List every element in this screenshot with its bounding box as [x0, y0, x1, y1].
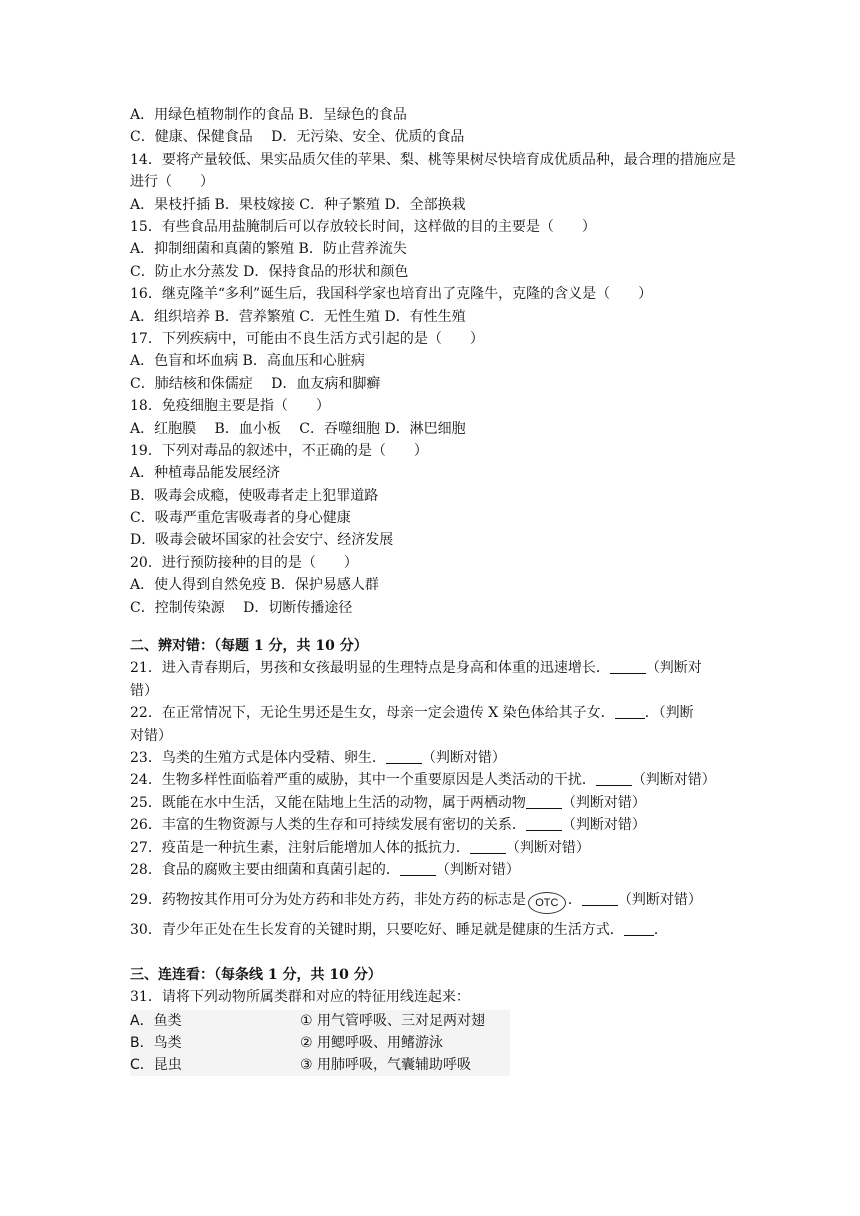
section-3-title: 三、连连看：（每条线 1 分，共 10 分） — [130, 966, 382, 983]
match-left: A．鱼类 — [130, 1013, 182, 1030]
question-23: 23．鸟类的生殖方式是体内受精、卵生． （判断对错） — [130, 749, 506, 766]
question-30: 30．青少年正处在生长发育的关键时期，只要吃好、睡足就是健康的生活方式． ． — [130, 922, 668, 939]
option-line: A．组织培养 B．营养繁殖 C．无性生殖 D．有性生殖 — [130, 308, 466, 325]
option-line: A．色盲和坏血病 B．高血压和心脏病 — [130, 353, 365, 370]
answer-blank[interactable] — [610, 659, 646, 674]
match-left: B．鸟类 — [130, 1035, 182, 1052]
question-16: 16．继克隆羊“多利”诞生后，我国科学家也培育出了克隆牛，克隆的含义是（ ） — [130, 286, 653, 303]
question-31: 31．请将下列动物所属类群和对应的特征用线连起来： — [130, 989, 470, 1006]
answer-blank[interactable] — [615, 704, 645, 719]
answer-blank[interactable] — [526, 816, 562, 831]
option-line: A．红胞膜 B．血小板 C．吞噬细胞 D．淋巴细胞 — [130, 420, 466, 437]
answer-blank[interactable] — [386, 749, 422, 764]
matching-table — [130, 1010, 736, 1076]
question-15: 15．有些食品用盐腌制后可以存放较长时间，这样做的目的主要是（ ） — [130, 218, 596, 235]
match-right: ② 用鳃呼吸、用鳍游泳 — [300, 1035, 444, 1052]
option-line: A．使人得到自然免疫 B．保护易感人群 — [130, 577, 379, 594]
answer-blank[interactable] — [400, 861, 436, 876]
question-29: 29．药物按其作用可分为处方药和非处方药，非处方药的标志是 OTC ． （判断对错） — [130, 887, 736, 913]
question-17: 17．下列疾病中，可能由不良生活方式引起的是（ ） — [130, 330, 484, 347]
option-line: C．防止水分蒸发 D．保持食品的形状和颜色 — [130, 263, 409, 280]
option-line: C．肺结核和侏儒症 D．血友病和脚癣 — [130, 375, 381, 392]
option-line: C．吸毒严重危害吸毒者的身心健康 — [130, 510, 351, 527]
option-line: D．吸毒会破坏国家的社会安宁、经济发展 — [130, 532, 394, 549]
answer-blank[interactable] — [582, 891, 618, 906]
question-26: 26．丰富的生物资源与人类的生存和可持续发展有密切的关系． （判断对错） — [130, 817, 646, 834]
question-21: 21．进入青春期后，男孩和女孩最明显的生理特点是身高和体重的迅速增长． （判断对 — [130, 660, 702, 677]
option-line: C．健康、保健食品 D．无污染、安全、优质的食品 — [130, 129, 465, 146]
option-line: A．抑制细菌和真菌的繁殖 B．防止营养流失 — [130, 241, 407, 258]
match-right: ③ 用肺呼吸，气囊辅助呼吸 — [300, 1057, 472, 1074]
answer-blank[interactable] — [526, 794, 562, 809]
option-line: A．果枝扦插 B．果枝嫁接 C．种子繁殖 D．全部换栽 — [130, 196, 466, 213]
match-right: ① 用气管呼吸、三对足两对翅 — [300, 1013, 486, 1030]
question-27: 27．疫苗是一种抗生素，注射后能增加人体的抵抗力． （判断对错） — [130, 839, 590, 856]
section-2-title: 二、辨对错：（每题 1 分，共 10 分） — [130, 638, 368, 655]
question-14: 14．要将产量较低、果实品质欠佳的苹果、梨、桃等果树尽快培育成优质品种，最合理的措施应是进行（ ） — [130, 151, 736, 191]
match-left: C．昆虫 — [130, 1057, 182, 1074]
matching-row — [130, 1054, 510, 1076]
question-22-cont: 对错） — [130, 727, 172, 744]
answer-blank[interactable] — [596, 771, 632, 786]
question-20: 20．进行预防接种的目的是（ ） — [130, 554, 358, 571]
question-28: 28．食品的腐败主要由细菌和真菌引起的． （判断对错） — [130, 861, 520, 878]
question-24: 24．生物多样性面临着严重的威胁，其中一个重要原因是人类活动的干扰． （判断对错） — [130, 772, 716, 789]
answer-blank[interactable] — [470, 839, 506, 854]
option-line: A．种植毒品能发展经济 — [130, 465, 281, 482]
question-18: 18．免疫细胞主要是指（ ） — [130, 398, 330, 415]
otc-logo-icon: OTC — [528, 892, 566, 914]
matching-row — [130, 1032, 510, 1054]
answer-blank[interactable] — [624, 921, 654, 936]
question-19: 19．下列对毒品的叙述中，不正确的是（ ） — [130, 442, 428, 459]
question-21-cont: 错） — [130, 682, 158, 699]
matching-row — [130, 1010, 510, 1032]
option-line: C．控制传染源 D．切断传播途径 — [130, 599, 353, 616]
question-25: 25．既能在水中生活，又能在陆地上生活的动物，属于两栖动物 （判断对错） — [130, 794, 646, 811]
question-22: 22．在正常情况下，无论生男还是生女，母亲一定会遗传 X 染色体给其子女． ．（判断 — [130, 705, 694, 722]
option-line: B．吸毒会成瘾，使吸毒者走上犯罪道路 — [130, 487, 379, 504]
option-line: A．用绿色植物制作的食品 B．呈绿色的食品 — [130, 107, 407, 123]
page-content — [130, 104, 736, 1076]
